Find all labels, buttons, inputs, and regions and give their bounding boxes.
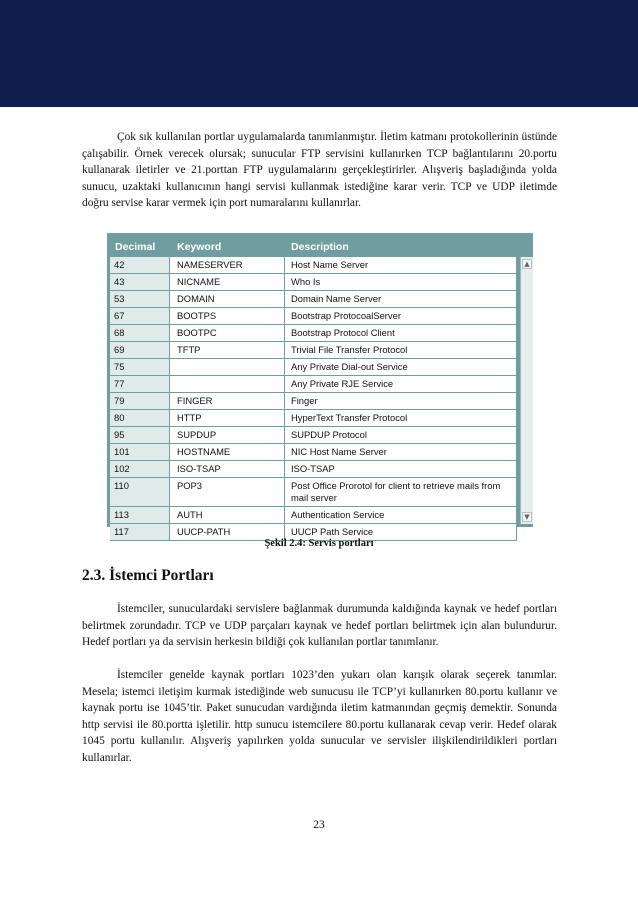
table-row [110, 410, 520, 427]
cell-description: SUPDUP Protocol [285, 427, 517, 444]
table-row [110, 325, 520, 342]
cell-keyword: AUTH [170, 507, 285, 524]
cell-description: Post Office Prorotol for client to retrieve mails from mail server [285, 478, 517, 507]
cell-description: Domain Name Server [285, 291, 517, 308]
table-row [110, 427, 520, 444]
cell-keyword: DOMAIN [170, 291, 285, 308]
intro-paragraph: Çok sık kullanılan portlar uygulamalarda tanımlanmıştır. İletim katmanı protokollerinin üstünde çalışabilir. Örnek verecek olursak; sunucular FTP servisini kullanırken TCP bağlantılarını 20.portu kullanarak iletirler ve 21.porttan FTP uygulamalarını gerçekleştirirler. Alışveriş başladığında yolda sunucu, uzaktaki kullanıcının hangi servisi kullanmak istediğine karar verir. TCP ve UDP iletimde doğru servise karar vermek için port numaralarını kullanırlar. [82, 131, 557, 210]
cell-decimal: 95 [110, 427, 170, 444]
header-keyword: Keyword [177, 240, 222, 253]
arrow-down-icon[interactable]: ▼ [522, 512, 532, 522]
cell-description: UUCP Path Service [285, 524, 517, 541]
page-number: 23 [313, 819, 325, 831]
cell-description: HyperText Transfer Protocol [285, 410, 517, 427]
table-scrollbar[interactable] [520, 257, 533, 524]
cell-description: ISO-TSAP [285, 461, 517, 478]
table-body [110, 257, 520, 537]
cell-description: Trivial File Transfer Protocol [285, 342, 517, 359]
cell-keyword: TFTP [170, 342, 285, 359]
cell-description: Bootstrap ProtocoalServer [285, 308, 517, 325]
table-row [110, 291, 520, 308]
cell-decimal: 79 [110, 393, 170, 410]
cell-keyword: SUPDUP [170, 427, 285, 444]
table-row [110, 376, 520, 393]
cell-decimal: 43 [110, 274, 170, 291]
table-row [110, 342, 520, 359]
cell-decimal: 75 [110, 359, 170, 376]
table-row [110, 393, 520, 410]
cell-decimal: 68 [110, 325, 170, 342]
cell-keyword: NAMESERVER [170, 257, 285, 274]
cell-keyword: BOOTPS [170, 308, 285, 325]
header-decimal: Decimal [115, 240, 156, 253]
table-row [110, 461, 520, 478]
cell-decimal: 77 [110, 376, 170, 393]
table-row [110, 274, 520, 291]
figure-caption: Şekil 2.4: Servis portları [264, 538, 374, 549]
table-row [110, 444, 520, 461]
cell-description: Host Name Server [285, 257, 517, 274]
table-row [110, 478, 520, 507]
table-body-viewport [110, 257, 530, 537]
cell-keyword: BOOTPC [170, 325, 285, 342]
table-row [110, 257, 520, 274]
cell-description: Any Private RJE Service [285, 376, 517, 393]
cell-decimal: 80 [110, 410, 170, 427]
cell-description: Any Private Dial-out Service [285, 359, 517, 376]
cell-decimal: 101 [110, 444, 170, 461]
section-heading: 2.3. İstemci Portları [82, 567, 214, 584]
cell-decimal: 67 [110, 308, 170, 325]
header-description: Description [291, 240, 349, 253]
cell-description: Who Is [285, 274, 517, 291]
table-row [110, 507, 520, 524]
cell-keyword: UUCP-PATH [170, 524, 285, 541]
arrow-up-icon[interactable]: ▲ [522, 259, 532, 269]
cell-keyword: ISO-TSAP [170, 461, 285, 478]
cell-keyword: HTTP [170, 410, 285, 427]
cell-decimal: 69 [110, 342, 170, 359]
cell-description: Finger [285, 393, 517, 410]
cell-keyword: NICNAME [170, 274, 285, 291]
table-row [110, 308, 520, 325]
top-banner [0, 0, 638, 107]
body-paragraph-1: İstemciler, sunuculardaki servislere bağlanmak durumunda kaldığında kaynak ve hedef portları belirtmek zorundadır. TCP ve UDP parçaları kaynak ve hedef portları belirtmek için alan bulundurur. Hedef portları ya da servisin herkesin bildiği çok kullanılan portlar tanımlanır. [82, 603, 557, 649]
cell-decimal: 42 [110, 257, 170, 274]
cell-keyword: HOSTNAME [170, 444, 285, 461]
table-header [110, 236, 530, 257]
cell-decimal: 113 [110, 507, 170, 524]
cell-description: NIC Host Name Server [285, 444, 517, 461]
cell-decimal: 102 [110, 461, 170, 478]
cell-keyword [170, 376, 285, 393]
service-ports-table [107, 233, 533, 537]
cell-decimal: 110 [110, 478, 170, 507]
cell-decimal: 117 [110, 524, 170, 541]
table-row [110, 359, 520, 376]
cell-description: Bootstrap Protocol Client [285, 325, 517, 342]
cell-keyword: FINGER [170, 393, 285, 410]
body-paragraph-2: İstemciler genelde kaynak portları 1023’den yukarı olan karışık olarak seçerek tanımlar. Mesela; istemci iletişim kurmak istediğinde web sunucusu ile TCP’yi kullanırken 80.portu kullanır ve kaynak portu ise 1045’tir. Paket sunucudan vardığında iletim katmanından geçmiş demektir. Sonunda http servisi ile 80.portta işletilir. http sunucu istemcilere 80.portu kullanarak cevap verir. Hedef olarak 1045 portu kullanılır. Alışveriş yapılırken yolda sunucular ve servisler ilişkilendirildikleri portları kullanırlar. [82, 669, 557, 764]
cell-decimal: 53 [110, 291, 170, 308]
cell-keyword: POP3 [170, 478, 285, 507]
cell-keyword [170, 359, 285, 376]
cell-description: Authentication Service [285, 507, 517, 524]
